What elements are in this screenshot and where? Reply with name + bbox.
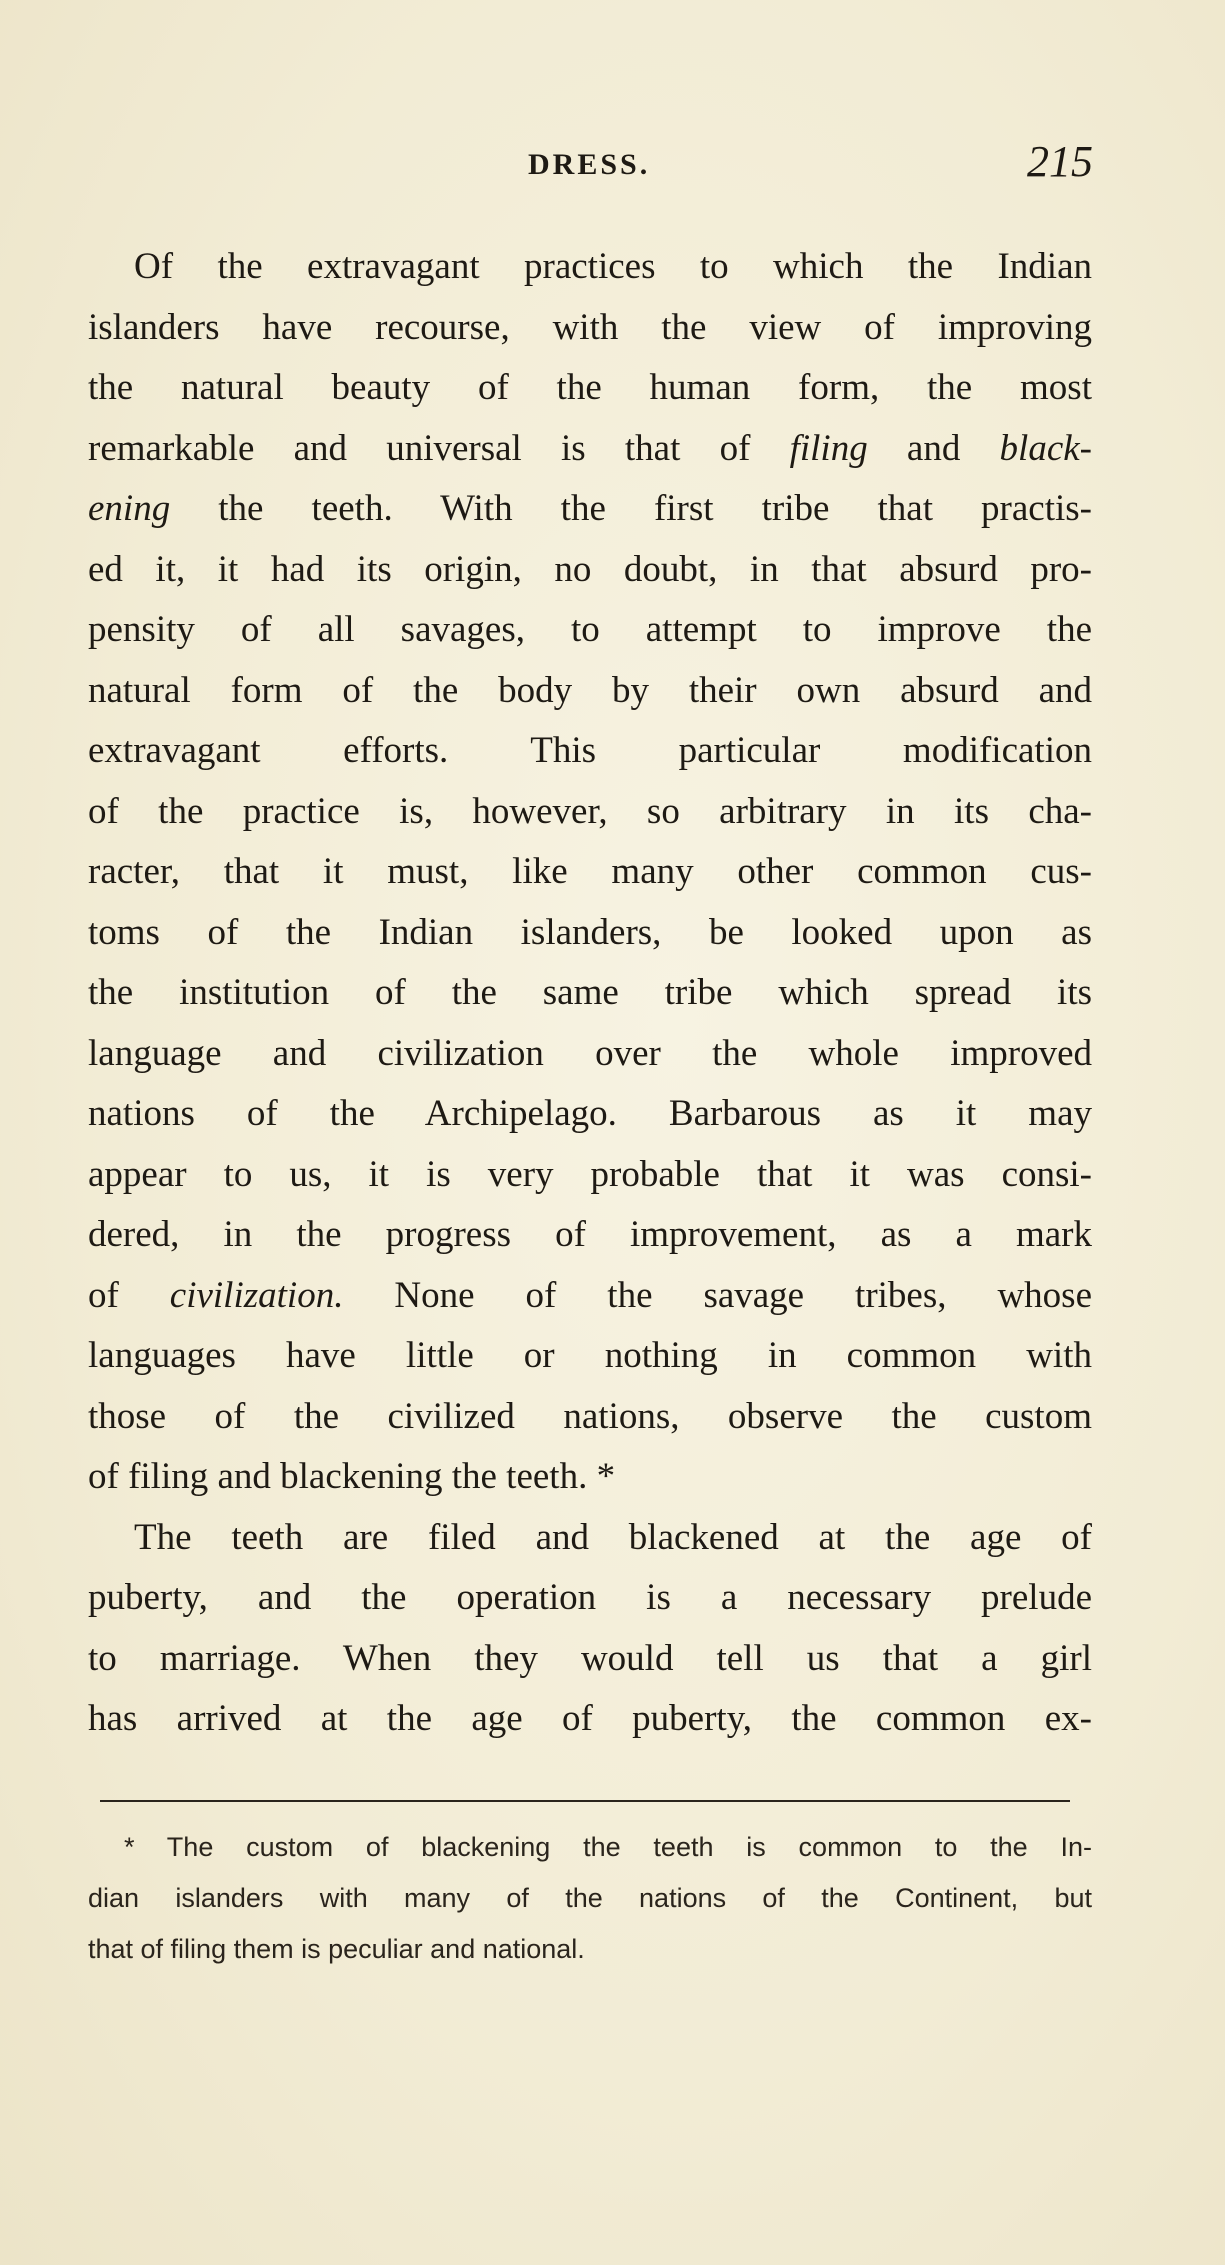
text-line: to marriage. When they would tell us that a girl: [88, 1637, 1092, 1679]
footnote-line: dian islanders with many of the nations of the Continent, but: [88, 1883, 1092, 1913]
footnote-line: * The custom of blackening the teeth is common to the In-: [124, 1832, 1092, 1862]
italic-word: civilization.: [169, 1274, 344, 1316]
italic-word: black-: [999, 427, 1092, 469]
text-line: islanders have recourse, with the view of improving: [88, 306, 1092, 348]
text-line: pensity of all savages, to attempt to improve the: [88, 609, 1092, 650]
text-line: language and civilization over the whole improved: [88, 1032, 1092, 1074]
text-segment: and: [867, 427, 1000, 469]
text-line: puberty, and the operation is a necessary prelude: [88, 1577, 1092, 1618]
text-line: the natural beauty of the human form, the most: [88, 367, 1092, 408]
text-line: [88, 419, 1092, 480]
text-line: toms of the Indian islanders, be looked upon as: [88, 911, 1092, 953]
footnote-divider: [100, 1800, 1070, 1802]
text-line: [88, 479, 1092, 540]
text-line: racter, that it must, like many other common cus-: [88, 851, 1092, 892]
text-line: nations of the Archipelago. Barbarous as it may: [88, 1093, 1092, 1134]
running-head: [88, 138, 1093, 186]
text-line: of the practice is, however, so arbitrary in its cha-: [88, 790, 1092, 832]
text-segment: None of the savage tribes, whose: [343, 1274, 1092, 1316]
text-line: of filing and blackening the teeth. *: [88, 1456, 616, 1497]
text-segment: of: [88, 1274, 170, 1316]
text-line: Of the extravagant practices to which the Indian: [134, 246, 1092, 287]
text-line: languages have little or nothing in common with: [88, 1335, 1092, 1376]
text-line: appear to us, it is very probable that it was consi-: [88, 1153, 1092, 1195]
text-line: the institution of the same tribe which spread its: [88, 972, 1092, 1013]
text-line: dered, in the progress of improvement, as a mark: [88, 1214, 1092, 1255]
text-line: has arrived at the age of puberty, the common ex-: [88, 1698, 1092, 1739]
footnote-line: that of filing them is peculiar and national.: [88, 1934, 585, 1964]
text-line: The teeth are filed and blackened at the age of: [134, 1516, 1092, 1558]
text-line: extravagant efforts. This particular modification: [88, 730, 1092, 771]
italic-word: ening: [88, 488, 171, 529]
running-head-title: DRESS.: [528, 148, 651, 181]
text-segment: remarkable and universal is that of: [88, 427, 790, 469]
footnote: [88, 1822, 1092, 1975]
italic-word: filing: [789, 427, 868, 469]
text-line: those of the civilized nations, observe the custom: [88, 1395, 1092, 1437]
text-line: [88, 1266, 1092, 1327]
page-number: 215: [1027, 137, 1093, 186]
text-line: ed it, it had its origin, no doubt, in that absurd pro-: [88, 548, 1092, 590]
body-text: [88, 237, 1092, 1750]
text-line: natural form of the body by their own absurd and: [88, 669, 1092, 711]
text-segment: the teeth. With the first tribe that practis-: [170, 488, 1092, 529]
